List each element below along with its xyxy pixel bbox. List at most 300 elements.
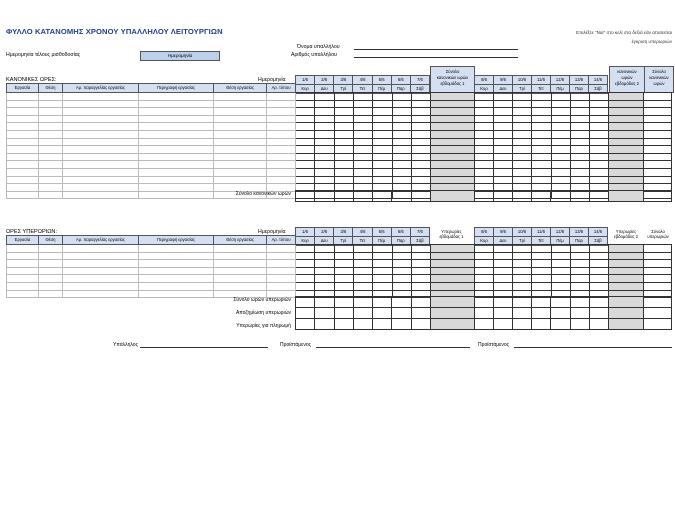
grid-cell[interactable]: [214, 260, 267, 268]
grid-cell[interactable]: [643, 115, 671, 123]
total-cell[interactable]: [570, 297, 589, 308]
grid-cell[interactable]: [373, 108, 392, 116]
grid-cell[interactable]: [267, 282, 296, 290]
grid-cell[interactable]: [373, 267, 392, 275]
grid-cell[interactable]: [315, 176, 334, 184]
grid-cell[interactable]: [411, 115, 430, 123]
grid-cell[interactable]: [214, 146, 267, 154]
grid-cell[interactable]: [431, 130, 475, 138]
grid-cell[interactable]: [63, 161, 139, 169]
grid-cell[interactable]: [551, 108, 570, 116]
total-cell[interactable]: [334, 308, 353, 319]
grid-cell[interactable]: [494, 138, 513, 146]
total-cell[interactable]: [532, 308, 551, 319]
grid-cell[interactable]: [334, 123, 353, 131]
grid-cell[interactable]: [334, 108, 353, 116]
grid-cell[interactable]: [532, 130, 551, 138]
grid-cell[interactable]: [589, 130, 608, 138]
grid-cell[interactable]: [643, 138, 671, 146]
grid-cell[interactable]: [475, 176, 494, 184]
grid-cell[interactable]: [7, 123, 39, 131]
grid-cell[interactable]: [39, 123, 63, 131]
grid-cell[interactable]: [475, 138, 494, 146]
grid-cell[interactable]: [39, 153, 63, 161]
total-cell[interactable]: [315, 297, 334, 308]
grid-cell[interactable]: [411, 130, 430, 138]
total-cell[interactable]: [532, 319, 551, 330]
total-cell[interactable]: [513, 191, 532, 202]
grid-cell[interactable]: [63, 100, 139, 108]
grid-cell[interactable]: [608, 115, 643, 123]
grid-cell[interactable]: [513, 176, 532, 184]
grid-cell[interactable]: [431, 115, 475, 123]
grid-cell[interactable]: [570, 176, 589, 184]
grid-cell[interactable]: [589, 108, 608, 116]
grid-cell[interactable]: [296, 123, 315, 131]
total-cell[interactable]: [431, 319, 475, 330]
grid-cell[interactable]: [494, 108, 513, 116]
grid-cell[interactable]: [353, 138, 372, 146]
grid-cell[interactable]: [296, 93, 315, 101]
grid-cell[interactable]: [296, 260, 315, 268]
grid-cell[interactable]: [608, 108, 643, 116]
total-cell[interactable]: [494, 191, 513, 202]
grid-cell[interactable]: [334, 260, 353, 268]
grid-cell[interactable]: [532, 176, 551, 184]
grid-cell[interactable]: [411, 282, 430, 290]
grid-cell[interactable]: [532, 100, 551, 108]
grid-cell[interactable]: [589, 275, 608, 283]
grid-cell[interactable]: [392, 115, 411, 123]
employee-number-field[interactable]: [354, 57, 518, 58]
grid-cell[interactable]: [7, 100, 39, 108]
grid-cell[interactable]: [392, 146, 411, 154]
grid-cell[interactable]: [315, 138, 334, 146]
grid-cell[interactable]: [214, 245, 267, 253]
grid-cell[interactable]: [494, 282, 513, 290]
grid-cell[interactable]: [63, 176, 139, 184]
grid-cell[interactable]: [334, 153, 353, 161]
grid-cell[interactable]: [7, 115, 39, 123]
total-cell[interactable]: [373, 191, 392, 202]
grid-cell[interactable]: [392, 123, 411, 131]
grid-cell[interactable]: [315, 108, 334, 116]
grid-cell[interactable]: [411, 146, 430, 154]
grid-cell[interactable]: [411, 93, 430, 101]
grid-cell[interactable]: [334, 115, 353, 123]
grid-cell[interactable]: [494, 161, 513, 169]
grid-cell[interactable]: [63, 191, 139, 199]
grid-cell[interactable]: [643, 260, 671, 268]
grid-cell[interactable]: [513, 123, 532, 131]
grid-cell[interactable]: [513, 100, 532, 108]
grid-cell[interactable]: [392, 260, 411, 268]
grid-cell[interactable]: [214, 138, 267, 146]
supervisor2-signature-field[interactable]: [514, 347, 672, 348]
grid-cell[interactable]: [373, 93, 392, 101]
grid-cell[interactable]: [334, 146, 353, 154]
grid-cell[interactable]: [431, 161, 475, 169]
grid-cell[interactable]: [608, 282, 643, 290]
grid-cell[interactable]: [532, 161, 551, 169]
grid-cell[interactable]: [532, 275, 551, 283]
grid-cell[interactable]: [315, 93, 334, 101]
grid-cell[interactable]: [551, 130, 570, 138]
grid-cell[interactable]: [532, 282, 551, 290]
grid-cell[interactable]: [475, 93, 494, 101]
total-cell[interactable]: [296, 308, 315, 319]
total-cell[interactable]: [589, 319, 608, 330]
grid-cell[interactable]: [214, 153, 267, 161]
grid-cell[interactable]: [608, 130, 643, 138]
grid-cell[interactable]: [334, 176, 353, 184]
total-cell[interactable]: [532, 191, 551, 202]
grid-cell[interactable]: [494, 275, 513, 283]
supervisor1-signature-field[interactable]: [316, 347, 470, 348]
grid-cell[interactable]: [551, 161, 570, 169]
grid-cell[interactable]: [392, 168, 411, 176]
grid-cell[interactable]: [643, 267, 671, 275]
grid-cell[interactable]: [431, 245, 475, 253]
grid-cell[interactable]: [475, 267, 494, 275]
grid-cell[interactable]: [589, 282, 608, 290]
grid-cell[interactable]: [513, 108, 532, 116]
grid-cell[interactable]: [532, 260, 551, 268]
grid-cell[interactable]: [494, 123, 513, 131]
total-cell[interactable]: [494, 308, 513, 319]
grid-cell[interactable]: [353, 252, 372, 260]
total-cell[interactable]: [643, 191, 671, 202]
grid-cell[interactable]: [296, 115, 315, 123]
grid-cell[interactable]: [139, 168, 214, 176]
grid-cell[interactable]: [267, 161, 296, 169]
total-cell[interactable]: [411, 297, 430, 308]
grid-cell[interactable]: [267, 108, 296, 116]
grid-cell[interactable]: [373, 115, 392, 123]
grid-cell[interactable]: [373, 282, 392, 290]
grid-cell[interactable]: [392, 176, 411, 184]
grid-cell[interactable]: [139, 130, 214, 138]
total-cell[interactable]: [494, 297, 513, 308]
grid-cell[interactable]: [63, 260, 139, 268]
grid-cell[interactable]: [551, 252, 570, 260]
grid-cell[interactable]: [7, 191, 39, 199]
grid-cell[interactable]: [214, 130, 267, 138]
grid-cell[interactable]: [267, 168, 296, 176]
grid-cell[interactable]: [589, 267, 608, 275]
grid-cell[interactable]: [570, 100, 589, 108]
grid-cell[interactable]: [608, 123, 643, 131]
grid-cell[interactable]: [214, 93, 267, 101]
total-cell[interactable]: [392, 297, 411, 308]
grid-cell[interactable]: [39, 146, 63, 154]
grid-cell[interactable]: [608, 93, 643, 101]
grid-cell[interactable]: [296, 138, 315, 146]
grid-cell[interactable]: [411, 252, 430, 260]
total-cell[interactable]: [551, 308, 570, 319]
grid-cell[interactable]: [267, 260, 296, 268]
total-cell[interactable]: [411, 319, 430, 330]
grid-cell[interactable]: [296, 245, 315, 253]
grid-cell[interactable]: [411, 168, 430, 176]
grid-cell[interactable]: [551, 93, 570, 101]
grid-cell[interactable]: [475, 115, 494, 123]
grid-cell[interactable]: [475, 161, 494, 169]
grid-cell[interactable]: [494, 93, 513, 101]
grid-cell[interactable]: [7, 290, 39, 298]
grid-cell[interactable]: [475, 168, 494, 176]
grid-cell[interactable]: [334, 161, 353, 169]
grid-cell[interactable]: [214, 108, 267, 116]
grid-cell[interactable]: [139, 245, 214, 253]
grid-cell[interactable]: [7, 146, 39, 154]
grid-cell[interactable]: [353, 275, 372, 283]
grid-cell[interactable]: [267, 115, 296, 123]
grid-cell[interactable]: [315, 115, 334, 123]
grid-cell[interactable]: [392, 108, 411, 116]
total-cell[interactable]: [570, 308, 589, 319]
grid-cell[interactable]: [334, 267, 353, 275]
grid-cell[interactable]: [513, 260, 532, 268]
grid-cell[interactable]: [643, 176, 671, 184]
grid-cell[interactable]: [570, 115, 589, 123]
grid-cell[interactable]: [39, 138, 63, 146]
grid-cell[interactable]: [431, 267, 475, 275]
grid-cell[interactable]: [267, 93, 296, 101]
grid-cell[interactable]: [267, 146, 296, 154]
grid-cell[interactable]: [39, 130, 63, 138]
grid-cell[interactable]: [643, 252, 671, 260]
grid-cell[interactable]: [7, 252, 39, 260]
grid-cell[interactable]: [513, 138, 532, 146]
grid-cell[interactable]: [589, 115, 608, 123]
grid-cell[interactable]: [373, 123, 392, 131]
grid-cell[interactable]: [63, 184, 139, 192]
grid-cell[interactable]: [7, 267, 39, 275]
grid-cell[interactable]: [315, 282, 334, 290]
grid-cell[interactable]: [334, 245, 353, 253]
grid-cell[interactable]: [475, 108, 494, 116]
grid-cell[interactable]: [315, 260, 334, 268]
grid-cell[interactable]: [39, 282, 63, 290]
grid-cell[interactable]: [570, 252, 589, 260]
total-cell[interactable]: [373, 297, 392, 308]
grid-cell[interactable]: [296, 153, 315, 161]
grid-cell[interactable]: [373, 161, 392, 169]
grid-cell[interactable]: [214, 176, 267, 184]
grid-cell[interactable]: [513, 168, 532, 176]
grid-cell[interactable]: [494, 115, 513, 123]
grid-cell[interactable]: [513, 161, 532, 169]
grid-cell[interactable]: [139, 275, 214, 283]
total-cell[interactable]: [475, 297, 494, 308]
grid-cell[interactable]: [411, 267, 430, 275]
grid-cell[interactable]: [392, 130, 411, 138]
total-cell[interactable]: [608, 191, 643, 202]
grid-cell[interactable]: [315, 275, 334, 283]
grid-cell[interactable]: [139, 138, 214, 146]
grid-cell[interactable]: [296, 146, 315, 154]
grid-cell[interactable]: [7, 275, 39, 283]
grid-cell[interactable]: [551, 275, 570, 283]
grid-cell[interactable]: [7, 282, 39, 290]
grid-cell[interactable]: [608, 267, 643, 275]
grid-cell[interactable]: [353, 146, 372, 154]
grid-cell[interactable]: [267, 252, 296, 260]
total-cell[interactable]: [334, 297, 353, 308]
total-cell[interactable]: [608, 308, 643, 319]
grid-cell[interactable]: [392, 275, 411, 283]
grid-cell[interactable]: [608, 153, 643, 161]
total-cell[interactable]: [643, 297, 671, 308]
grid-cell[interactable]: [39, 115, 63, 123]
total-cell[interactable]: [589, 191, 608, 202]
grid-cell[interactable]: [315, 168, 334, 176]
grid-cell[interactable]: [7, 93, 39, 101]
total-cell[interactable]: [551, 297, 570, 308]
grid-cell[interactable]: [139, 267, 214, 275]
grid-cell[interactable]: [296, 282, 315, 290]
grid-cell[interactable]: [532, 146, 551, 154]
grid-cell[interactable]: [373, 168, 392, 176]
grid-cell[interactable]: [608, 100, 643, 108]
grid-cell[interactable]: [315, 153, 334, 161]
grid-cell[interactable]: [63, 290, 139, 298]
grid-cell[interactable]: [532, 93, 551, 101]
grid-cell[interactable]: [334, 252, 353, 260]
grid-cell[interactable]: [39, 260, 63, 268]
grid-cell[interactable]: [532, 168, 551, 176]
grid-cell[interactable]: [39, 267, 63, 275]
grid-cell[interactable]: [139, 282, 214, 290]
grid-cell[interactable]: [589, 161, 608, 169]
grid-cell[interactable]: [589, 100, 608, 108]
grid-cell[interactable]: [7, 138, 39, 146]
grid-cell[interactable]: [475, 100, 494, 108]
grid-cell[interactable]: [353, 161, 372, 169]
total-cell[interactable]: [570, 319, 589, 330]
total-cell[interactable]: [353, 191, 372, 202]
grid-cell[interactable]: [475, 252, 494, 260]
grid-cell[interactable]: [353, 100, 372, 108]
total-cell[interactable]: [392, 191, 411, 202]
grid-cell[interactable]: [643, 146, 671, 154]
grid-cell[interactable]: [392, 100, 411, 108]
grid-cell[interactable]: [267, 100, 296, 108]
grid-cell[interactable]: [532, 138, 551, 146]
grid-cell[interactable]: [315, 245, 334, 253]
grid-cell[interactable]: [411, 100, 430, 108]
grid-cell[interactable]: [334, 138, 353, 146]
grid-cell[interactable]: [494, 168, 513, 176]
grid-cell[interactable]: [643, 130, 671, 138]
grid-cell[interactable]: [532, 252, 551, 260]
grid-cell[interactable]: [214, 123, 267, 131]
grid-cell[interactable]: [334, 275, 353, 283]
grid-cell[interactable]: [494, 153, 513, 161]
grid-cell[interactable]: [570, 161, 589, 169]
grid-cell[interactable]: [267, 138, 296, 146]
grid-cell[interactable]: [296, 108, 315, 116]
grid-cell[interactable]: [570, 153, 589, 161]
grid-cell[interactable]: [392, 282, 411, 290]
grid-cell[interactable]: [494, 100, 513, 108]
grid-cell[interactable]: [353, 115, 372, 123]
grid-cell[interactable]: [532, 245, 551, 253]
grid-cell[interactable]: [570, 108, 589, 116]
grid-cell[interactable]: [373, 146, 392, 154]
grid-cell[interactable]: [315, 123, 334, 131]
grid-cell[interactable]: [589, 245, 608, 253]
grid-cell[interactable]: [373, 130, 392, 138]
grid-cell[interactable]: [589, 252, 608, 260]
grid-cell[interactable]: [494, 130, 513, 138]
grid-cell[interactable]: [608, 168, 643, 176]
grid-cell[interactable]: [392, 245, 411, 253]
grid-cell[interactable]: [267, 176, 296, 184]
grid-cell[interactable]: [214, 282, 267, 290]
grid-cell[interactable]: [551, 123, 570, 131]
grid-cell[interactable]: [39, 245, 63, 253]
total-cell[interactable]: [475, 319, 494, 330]
total-cell[interactable]: [570, 191, 589, 202]
grid-cell[interactable]: [551, 100, 570, 108]
grid-cell[interactable]: [7, 168, 39, 176]
grid-cell[interactable]: [475, 260, 494, 268]
grid-cell[interactable]: [315, 130, 334, 138]
total-cell[interactable]: [296, 191, 315, 202]
grid-cell[interactable]: [139, 123, 214, 131]
grid-cell[interactable]: [643, 168, 671, 176]
grid-cell[interactable]: [643, 123, 671, 131]
grid-cell[interactable]: [494, 267, 513, 275]
grid-cell[interactable]: [63, 282, 139, 290]
grid-cell[interactable]: [570, 168, 589, 176]
grid-cell[interactable]: [139, 100, 214, 108]
grid-cell[interactable]: [643, 161, 671, 169]
grid-cell[interactable]: [643, 275, 671, 283]
grid-cell[interactable]: [267, 153, 296, 161]
total-cell[interactable]: [589, 297, 608, 308]
grid-cell[interactable]: [353, 245, 372, 253]
grid-cell[interactable]: [7, 176, 39, 184]
grid-cell[interactable]: [494, 146, 513, 154]
grid-cell[interactable]: [513, 267, 532, 275]
grid-cell[interactable]: [315, 267, 334, 275]
grid-cell[interactable]: [643, 100, 671, 108]
grid-cell[interactable]: [411, 138, 430, 146]
grid-cell[interactable]: [608, 245, 643, 253]
total-cell[interactable]: [392, 308, 411, 319]
grid-cell[interactable]: [431, 260, 475, 268]
grid-cell[interactable]: [353, 123, 372, 131]
grid-cell[interactable]: [267, 123, 296, 131]
grid-cell[interactable]: [643, 108, 671, 116]
grid-cell[interactable]: [475, 153, 494, 161]
grid-cell[interactable]: [392, 138, 411, 146]
grid-cell[interactable]: [411, 161, 430, 169]
grid-cell[interactable]: [431, 100, 475, 108]
grid-cell[interactable]: [589, 168, 608, 176]
total-cell[interactable]: [315, 308, 334, 319]
grid-cell[interactable]: [431, 93, 475, 101]
grid-cell[interactable]: [513, 130, 532, 138]
grid-cell[interactable]: [296, 275, 315, 283]
grid-cell[interactable]: [63, 153, 139, 161]
grid-cell[interactable]: [353, 108, 372, 116]
grid-cell[interactable]: [353, 93, 372, 101]
grid-cell[interactable]: [7, 260, 39, 268]
